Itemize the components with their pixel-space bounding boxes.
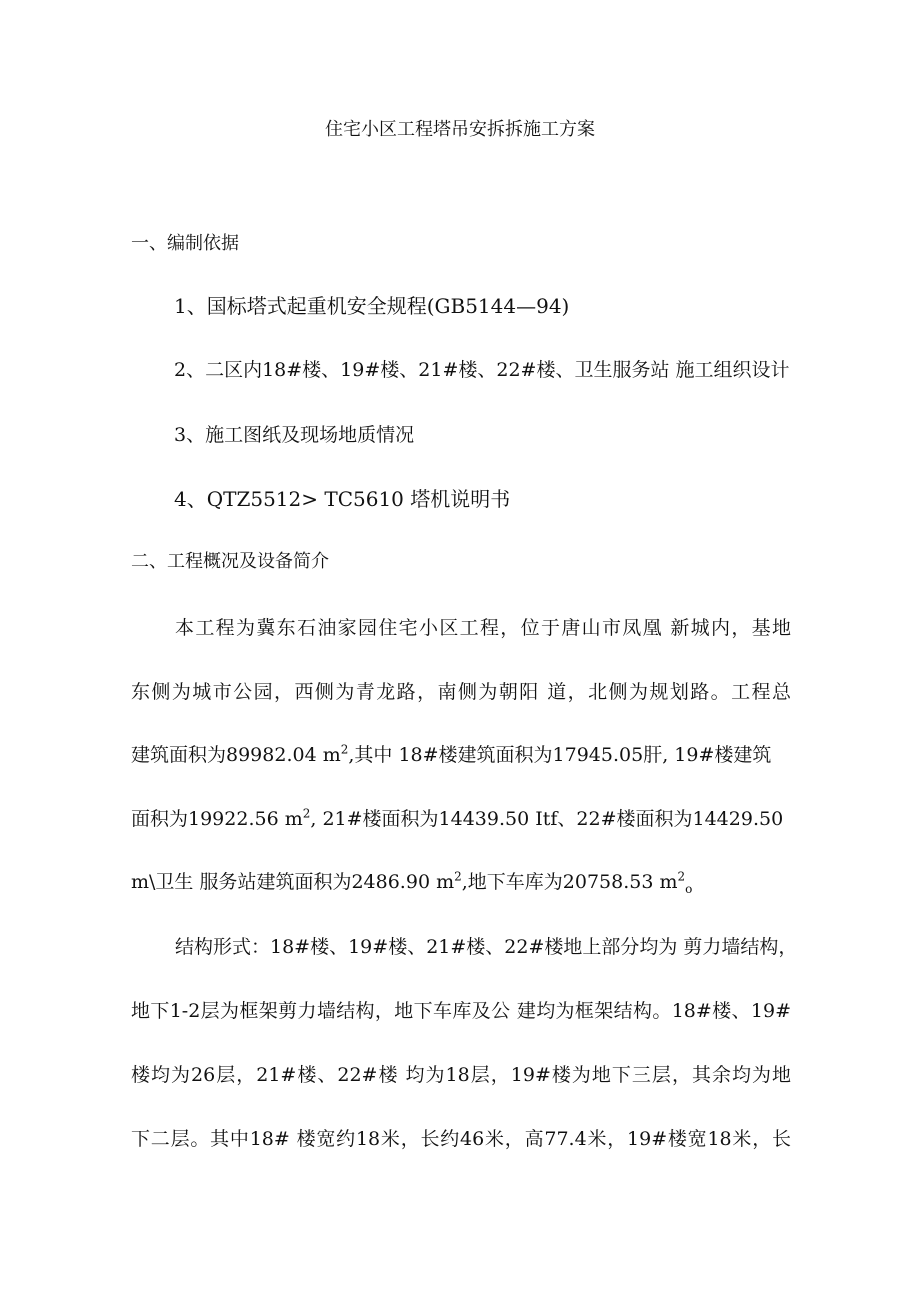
overview-para1-line4-a: 面积为19922.56 m (131, 808, 303, 830)
overview-para1-line2: 东侧为城市公园，西侧为青龙路，南侧为朝阳 道，北侧为规划路。工程总 (131, 681, 791, 703)
overview-para1-line3-a: 建筑面积为89982.04 m (131, 744, 341, 766)
superscript: 2 (454, 869, 462, 884)
superscript: 2 (302, 806, 311, 821)
overview-para2-line4: 下二层。其中18# 楼宽约18米，长约46米，高77.4米，19#楼宽18米，长 (131, 1128, 791, 1150)
overview-para2-line1: 结构形式：18#楼、19#楼、21#楼、22#楼地上部分均为 剪力墙结构， (175, 936, 798, 958)
basis-item-3: 3、施工图纸及现场地质情况 (174, 424, 415, 446)
overview-para1-line5-b: ,地下车库为20758.53 m (461, 871, 678, 893)
basis-item-2: 2、二区内18#楼、19#楼、21#楼、22#楼、卫生服务站 施工组织设计 (174, 359, 790, 381)
subscript: o (685, 881, 693, 896)
overview-para1-line5-a: m\卫生 服务站建筑面积为2486.90 m (131, 871, 455, 893)
overview-para1-line4 (131, 807, 791, 831)
overview-para2-line3: 楼均为26层，21#楼、22#楼 均为18层，19#楼为地下三层，其余均为地 (131, 1064, 791, 1086)
basis-item-4: 4、QTZ5512> TC5610 塔机说明书 (174, 487, 511, 511)
section-heading-basis: 一、编制依据 (131, 233, 239, 254)
overview-para1-line4-b: , 21#楼面积为14439.50 Itf、22#楼面积为14429.50 (310, 808, 784, 830)
superscript: 2 (340, 742, 349, 757)
basis-item-1: 1、国标塔式起重机安全规程(GB5144—94) (174, 294, 570, 318)
document-title: 住宅小区工程塔吊安拆拆施工方案 (325, 119, 595, 140)
section-heading-overview: 二、工程概况及设备简介 (131, 551, 329, 572)
overview-para1-line1: 本工程为冀东石油家园住宅小区工程，位于唐山市凤凰 新城内，基地 (175, 617, 791, 639)
overview-para1-line3-b: ,其中 18#楼建筑面积为17945.05肝, 19#楼建筑 (348, 744, 772, 766)
overview-para2-line2: 地下1-2层为框架剪力墙结构，地下车库及公 建均为框架结构。18#楼、19# (131, 1000, 791, 1022)
superscript: 2 (677, 869, 686, 884)
overview-para1-line5 (131, 870, 791, 894)
overview-para1-line3 (131, 743, 791, 767)
